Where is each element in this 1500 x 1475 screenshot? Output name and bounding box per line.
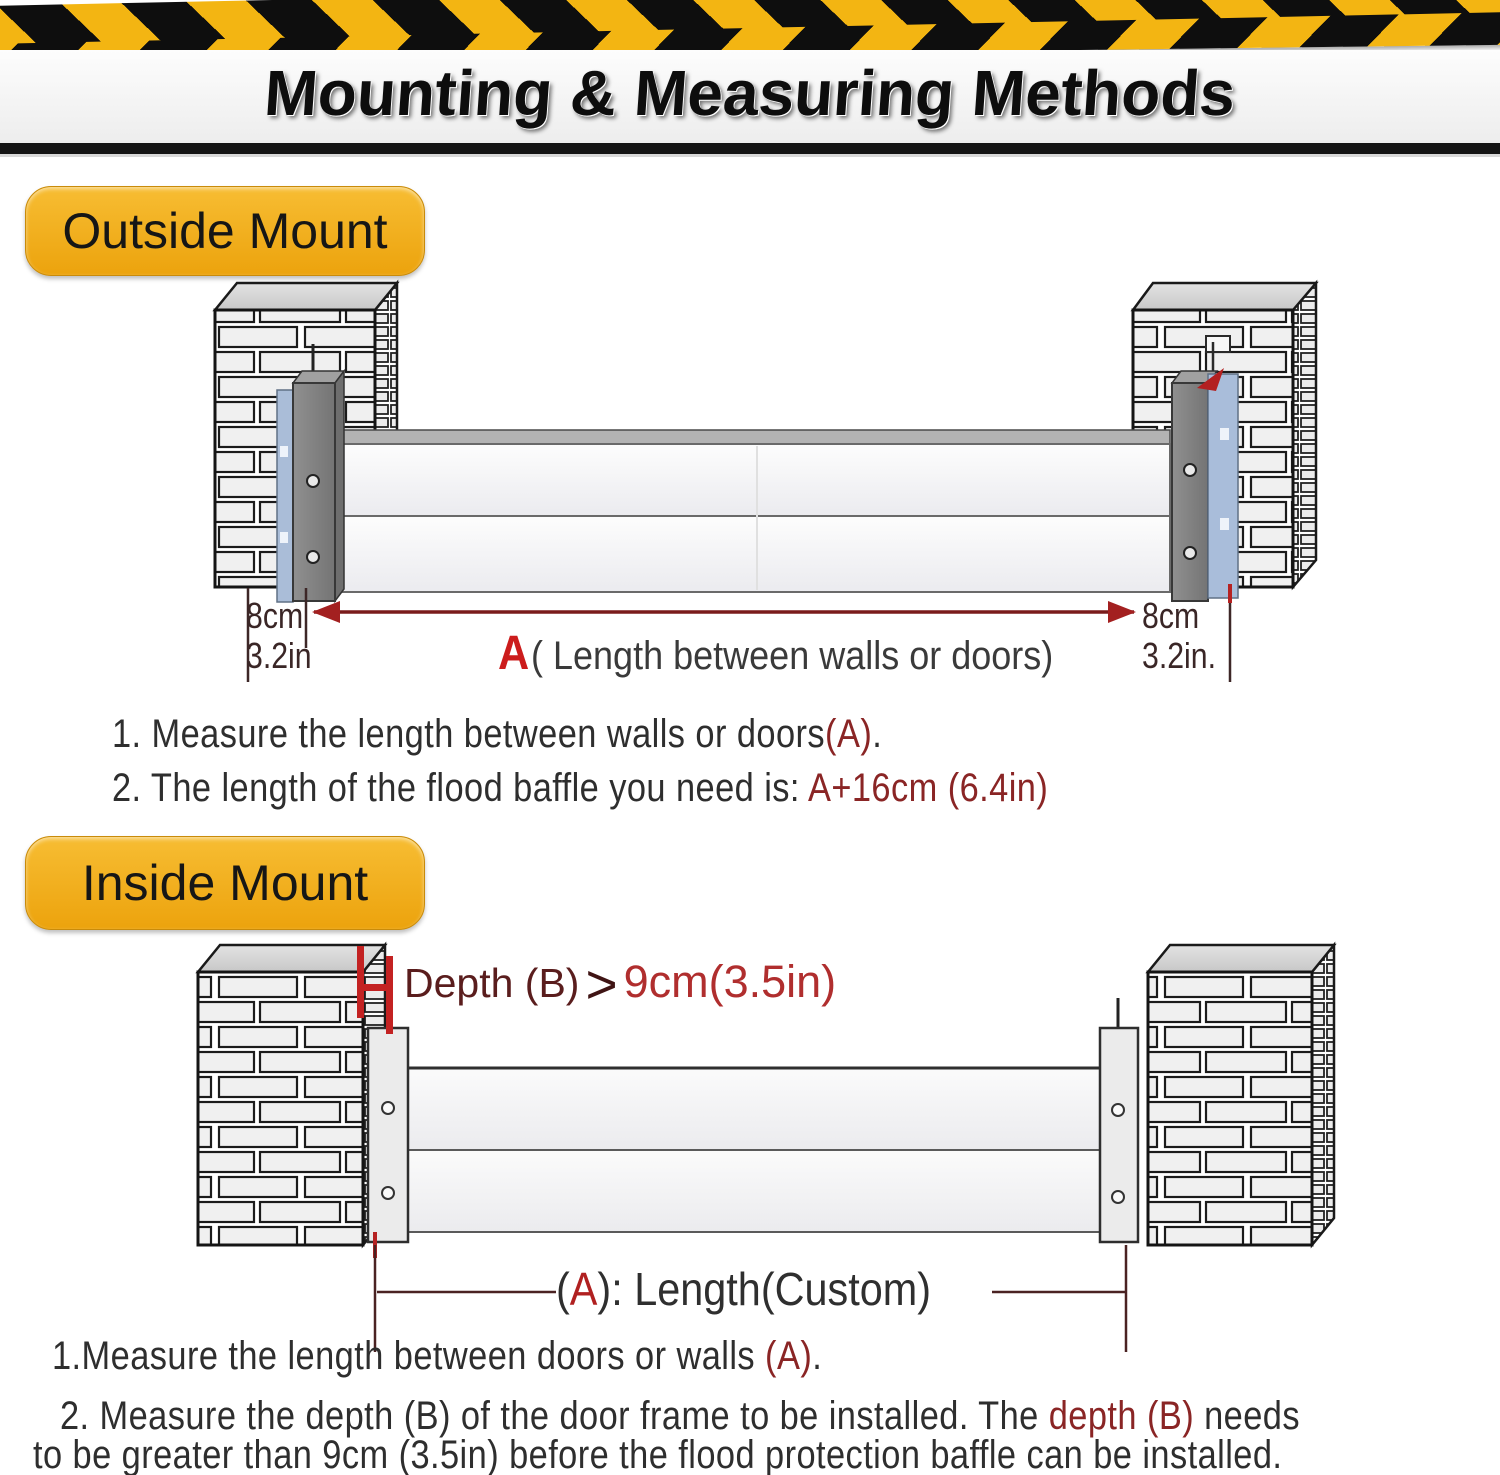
rail-dot [1220,518,1229,530]
seal-rail-blue [1208,374,1238,598]
outside-dim-right [1142,596,1216,676]
outside-right-bracket [1172,342,1238,601]
step-accent: A+16cm (6.4in) [807,766,1049,810]
step-accent: (A) [765,1334,813,1378]
bracket-front [368,1028,408,1242]
depth-label [404,952,836,1016]
step-text: 1. Measure the length between walls or doors [112,712,826,756]
header-divider-bar [0,143,1500,157]
pillar-cap [1148,945,1334,972]
step-text: 2. Measure the depth (B) of the door frame to be installed. The [60,1394,1049,1438]
outside-flood-barrier [335,430,1170,592]
screw-hole [1112,1191,1124,1203]
screw-hole [1184,464,1196,476]
screw-hole [307,475,319,487]
barrier-panel-upper [335,444,1170,516]
rail-dot [280,532,288,543]
step-accent: depth (B) [1048,1394,1195,1438]
len-post: ): Length(Custom) [597,1263,932,1315]
step-text: . [812,1334,823,1378]
inside-mount-badge-label: Inside Mount [81,855,369,911]
span-label-a: A [498,627,530,680]
screw-hole [382,1187,394,1199]
rail-dot [280,446,288,457]
pillar-cap [215,283,397,310]
depth-label-value: 9cm(3.5in) [623,956,837,1007]
pillar-brick-face [198,972,363,1245]
outside-mount-badge [25,186,425,276]
step-text: needs [1194,1394,1300,1438]
inside-step-1 [52,1334,822,1379]
dim-inch: 3.2in [246,635,312,676]
screw-hole [1112,1104,1124,1116]
outside-span-label [498,626,1053,681]
depth-marker-bar [386,956,393,1034]
step-text: . [872,712,883,756]
greater-than-sign: > [585,953,618,1015]
pillar-brick-face [1148,972,1312,1245]
pillar-cap [1133,283,1316,310]
inside-right-pillar [1148,945,1334,1245]
dim-arrowhead-right [1108,601,1136,623]
pillar-side-face [1312,945,1334,1245]
barrier-panel-lower [335,516,1170,592]
rail-dot [1220,428,1229,440]
pillar-cap [198,945,385,972]
len-pre: ( [556,1263,570,1315]
seal-rail-blue [277,390,293,602]
depth-marker-bar [357,946,364,1018]
inside-step-2-line-2 [33,1433,1282,1475]
dim-inch: 3.2in. [1142,635,1216,676]
dim-cm: 8cm [1142,595,1200,636]
depth-marker-crossbar [357,984,393,991]
bracket-front [1100,1028,1138,1242]
barrier-top-rail [335,430,1170,444]
dim-arrowhead-left [312,601,340,623]
step-text: 2. The length of the flood baffle you need is: [112,766,808,810]
len-a: A [569,1263,598,1315]
inside-mount-badge [25,836,425,930]
inside-flood-barrier [408,1068,1100,1232]
inside-right-bracket [1100,998,1138,1242]
step-accent: (A) [825,712,873,756]
outside-step-2 [112,766,1048,811]
bracket-front [293,383,335,601]
screw-hole [1184,547,1196,559]
barrier-panel-lower [408,1150,1100,1232]
pillar-side-face [1293,283,1316,587]
dim-cm: 8cm [246,595,304,636]
step-text: 1.Measure the length between doors or walls [52,1334,766,1378]
outside-mount-badge-label: Outside Mount [62,203,388,259]
bracket-front [1172,383,1208,601]
screw-hole [382,1102,394,1114]
span-label-text: ( Length between walls or doors) [531,634,1054,678]
anchor-recess [1206,336,1230,352]
inside-left-pillar [198,945,385,1245]
inside-length-label [556,1262,931,1316]
inside-left-bracket [368,1000,408,1242]
outside-dim-left [246,596,312,676]
barrier-panel-upper [408,1068,1100,1150]
depth-label-text: Depth (B) [404,960,580,1006]
bracket-side-face [335,371,344,601]
page-title: Mounting & Measuring Methods [262,57,1238,129]
outside-step-1 [112,712,882,757]
screw-hole [307,551,319,563]
step-text: to be greater than 9cm (3.5in) before the flood protection baffle can be installed. [33,1433,1283,1475]
